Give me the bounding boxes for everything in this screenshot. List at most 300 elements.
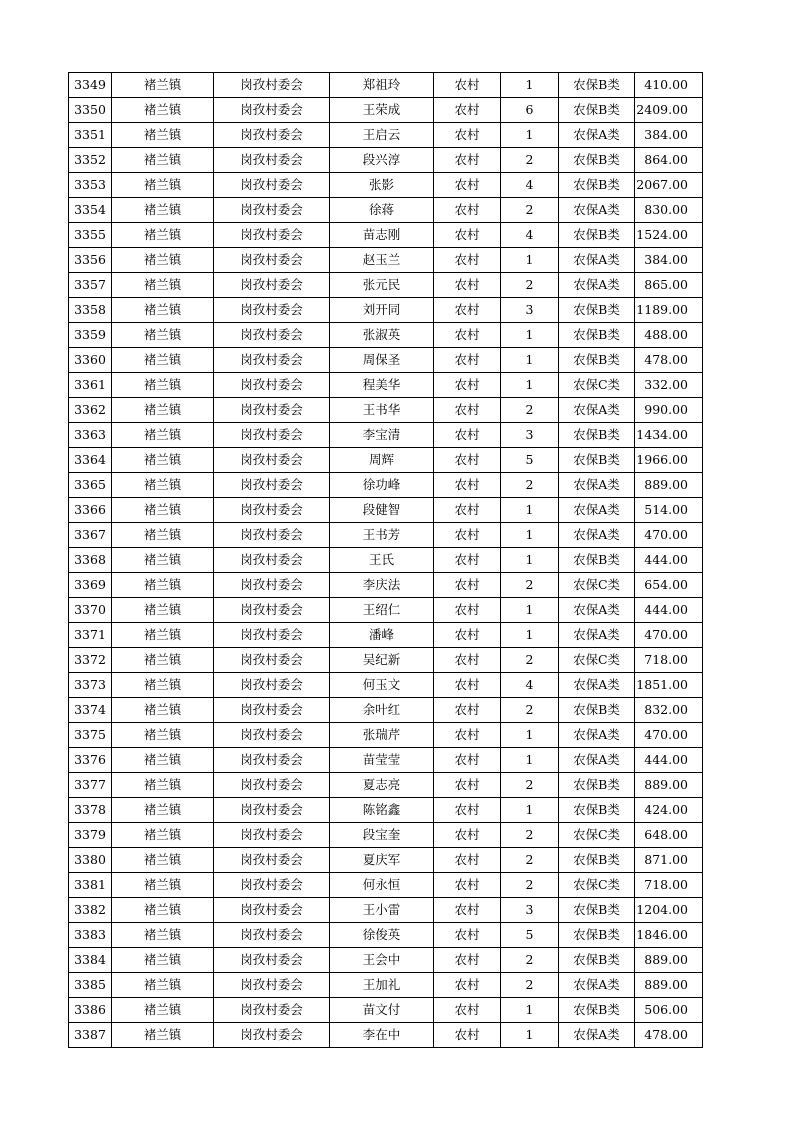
amount-cell: 384.00 — [635, 248, 703, 273]
amount-cell: 1846.00 — [635, 923, 703, 948]
name-cell: 夏庆军 — [330, 848, 434, 873]
insurance-category-cell: 农保A类 — [559, 473, 635, 498]
amount-cell: 654.00 — [635, 573, 703, 598]
table-row — [69, 348, 703, 373]
table-row — [69, 773, 703, 798]
village-committee-cell: 岗孜村委会 — [214, 498, 330, 523]
village-committee-cell: 岗孜村委会 — [214, 423, 330, 448]
amount-cell: 889.00 — [635, 773, 703, 798]
name-cell: 王启云 — [330, 123, 434, 148]
insurance-category-cell: 农保B类 — [559, 348, 635, 373]
name-cell: 吴纪新 — [330, 648, 434, 673]
name-cell: 余叶红 — [330, 698, 434, 723]
row-number: 3349 — [69, 73, 112, 98]
town-cell: 褚兰镇 — [112, 73, 214, 98]
member-count-cell: 2 — [501, 873, 559, 898]
household-type-cell: 农村 — [434, 973, 501, 998]
name-cell: 张瑞芹 — [330, 723, 434, 748]
name-cell: 段宝奎 — [330, 823, 434, 848]
table-row — [69, 498, 703, 523]
name-cell: 王书华 — [330, 398, 434, 423]
insurance-category-cell: 农保A类 — [559, 398, 635, 423]
household-type-cell: 农村 — [434, 848, 501, 873]
town-cell: 褚兰镇 — [112, 923, 214, 948]
household-type-cell: 农村 — [434, 598, 501, 623]
household-type-cell: 农村 — [434, 523, 501, 548]
amount-cell: 444.00 — [635, 548, 703, 573]
insurance-category-cell: 农保B类 — [559, 148, 635, 173]
member-count-cell: 2 — [501, 198, 559, 223]
village-committee-cell: 岗孜村委会 — [214, 473, 330, 498]
town-cell: 褚兰镇 — [112, 223, 214, 248]
insurance-category-cell: 农保B类 — [559, 898, 635, 923]
subsidy-roster-table — [68, 72, 703, 1048]
name-cell: 段兴淳 — [330, 148, 434, 173]
village-committee-cell: 岗孜村委会 — [214, 348, 330, 373]
household-type-cell: 农村 — [434, 373, 501, 398]
household-type-cell: 农村 — [434, 823, 501, 848]
member-count-cell: 1 — [501, 798, 559, 823]
insurance-category-cell: 农保B类 — [559, 773, 635, 798]
town-cell: 褚兰镇 — [112, 398, 214, 423]
member-count-cell: 4 — [501, 223, 559, 248]
name-cell: 潘峰 — [330, 623, 434, 648]
town-cell: 褚兰镇 — [112, 548, 214, 573]
insurance-category-cell: 农保A类 — [559, 1023, 635, 1048]
town-cell: 褚兰镇 — [112, 198, 214, 223]
row-number: 3365 — [69, 473, 112, 498]
amount-cell: 514.00 — [635, 498, 703, 523]
insurance-category-cell: 农保A类 — [559, 623, 635, 648]
row-number: 3379 — [69, 823, 112, 848]
village-committee-cell: 岗孜村委会 — [214, 273, 330, 298]
insurance-category-cell: 农保A类 — [559, 273, 635, 298]
village-committee-cell: 岗孜村委会 — [214, 223, 330, 248]
row-number: 3381 — [69, 873, 112, 898]
row-number: 3367 — [69, 523, 112, 548]
village-committee-cell: 岗孜村委会 — [214, 523, 330, 548]
member-count-cell: 5 — [501, 448, 559, 473]
table-row — [69, 1023, 703, 1048]
insurance-category-cell: 农保A类 — [559, 723, 635, 748]
member-count-cell: 2 — [501, 698, 559, 723]
household-type-cell: 农村 — [434, 448, 501, 473]
table-row — [69, 223, 703, 248]
table-row — [69, 848, 703, 873]
table-row — [69, 298, 703, 323]
member-count-cell: 1 — [501, 998, 559, 1023]
town-cell: 褚兰镇 — [112, 873, 214, 898]
household-type-cell: 农村 — [434, 73, 501, 98]
town-cell: 褚兰镇 — [112, 773, 214, 798]
town-cell: 褚兰镇 — [112, 148, 214, 173]
name-cell: 程美华 — [330, 373, 434, 398]
row-number: 3351 — [69, 123, 112, 148]
town-cell: 褚兰镇 — [112, 98, 214, 123]
household-type-cell: 农村 — [434, 223, 501, 248]
row-number: 3374 — [69, 698, 112, 723]
row-number: 3383 — [69, 923, 112, 948]
row-number: 3384 — [69, 948, 112, 973]
insurance-category-cell: 农保A类 — [559, 598, 635, 623]
member-count-cell: 1 — [501, 748, 559, 773]
member-count-cell: 2 — [501, 473, 559, 498]
member-count-cell: 3 — [501, 898, 559, 923]
amount-cell: 478.00 — [635, 1023, 703, 1048]
row-number: 3375 — [69, 723, 112, 748]
name-cell: 何永恒 — [330, 873, 434, 898]
roster-body — [69, 73, 703, 1048]
row-number: 3372 — [69, 648, 112, 673]
amount-cell: 332.00 — [635, 373, 703, 398]
row-number: 3387 — [69, 1023, 112, 1048]
household-type-cell: 农村 — [434, 348, 501, 373]
row-number: 3360 — [69, 348, 112, 373]
village-committee-cell: 岗孜村委会 — [214, 98, 330, 123]
amount-cell: 1204.00 — [635, 898, 703, 923]
village-committee-cell: 岗孜村委会 — [214, 623, 330, 648]
name-cell: 李在中 — [330, 1023, 434, 1048]
amount-cell: 478.00 — [635, 348, 703, 373]
village-committee-cell: 岗孜村委会 — [214, 898, 330, 923]
town-cell: 褚兰镇 — [112, 748, 214, 773]
table-row — [69, 198, 703, 223]
row-number: 3358 — [69, 298, 112, 323]
member-count-cell: 1 — [501, 348, 559, 373]
town-cell: 褚兰镇 — [112, 448, 214, 473]
amount-cell: 1434.00 — [635, 423, 703, 448]
row-number: 3356 — [69, 248, 112, 273]
town-cell: 褚兰镇 — [112, 798, 214, 823]
name-cell: 周辉 — [330, 448, 434, 473]
insurance-category-cell: 农保A类 — [559, 248, 635, 273]
table-row — [69, 398, 703, 423]
amount-cell: 410.00 — [635, 73, 703, 98]
table-row — [69, 73, 703, 98]
table-row — [69, 573, 703, 598]
town-cell: 褚兰镇 — [112, 523, 214, 548]
household-type-cell: 农村 — [434, 248, 501, 273]
name-cell: 周保圣 — [330, 348, 434, 373]
table-row — [69, 98, 703, 123]
village-committee-cell: 岗孜村委会 — [214, 198, 330, 223]
name-cell: 王小雷 — [330, 898, 434, 923]
household-type-cell: 农村 — [434, 423, 501, 448]
name-cell: 徐功峰 — [330, 473, 434, 498]
household-type-cell: 农村 — [434, 723, 501, 748]
member-count-cell: 2 — [501, 648, 559, 673]
town-cell: 褚兰镇 — [112, 273, 214, 298]
table-row — [69, 323, 703, 348]
member-count-cell: 1 — [501, 598, 559, 623]
table-row — [69, 998, 703, 1023]
amount-cell: 718.00 — [635, 648, 703, 673]
row-number: 3376 — [69, 748, 112, 773]
table-row — [69, 523, 703, 548]
member-count-cell: 2 — [501, 823, 559, 848]
town-cell: 褚兰镇 — [112, 173, 214, 198]
insurance-category-cell: 农保B类 — [559, 173, 635, 198]
member-count-cell: 3 — [501, 298, 559, 323]
row-number: 3385 — [69, 973, 112, 998]
village-committee-cell: 岗孜村委会 — [214, 148, 330, 173]
village-committee-cell: 岗孜村委会 — [214, 298, 330, 323]
name-cell: 郑祖玲 — [330, 73, 434, 98]
amount-cell: 1851.00 — [635, 673, 703, 698]
member-count-cell: 2 — [501, 948, 559, 973]
name-cell: 李宝清 — [330, 423, 434, 448]
village-committee-cell: 岗孜村委会 — [214, 748, 330, 773]
table-row — [69, 748, 703, 773]
insurance-category-cell: 农保B类 — [559, 998, 635, 1023]
town-cell: 褚兰镇 — [112, 498, 214, 523]
table-row — [69, 873, 703, 898]
amount-cell: 444.00 — [635, 598, 703, 623]
member-count-cell: 2 — [501, 773, 559, 798]
table-row — [69, 948, 703, 973]
household-type-cell: 农村 — [434, 98, 501, 123]
name-cell: 苗莹莹 — [330, 748, 434, 773]
table-row — [69, 723, 703, 748]
town-cell: 褚兰镇 — [112, 473, 214, 498]
household-type-cell: 农村 — [434, 648, 501, 673]
village-committee-cell: 岗孜村委会 — [214, 998, 330, 1023]
household-type-cell: 农村 — [434, 323, 501, 348]
row-number: 3353 — [69, 173, 112, 198]
town-cell: 褚兰镇 — [112, 698, 214, 723]
name-cell: 王绍仁 — [330, 598, 434, 623]
household-type-cell: 农村 — [434, 873, 501, 898]
village-committee-cell: 岗孜村委会 — [214, 248, 330, 273]
member-count-cell: 1 — [501, 1023, 559, 1048]
row-number: 3354 — [69, 198, 112, 223]
village-committee-cell: 岗孜村委会 — [214, 173, 330, 198]
insurance-category-cell: 农保B类 — [559, 548, 635, 573]
row-number: 3361 — [69, 373, 112, 398]
village-committee-cell: 岗孜村委会 — [214, 548, 330, 573]
row-number: 3364 — [69, 448, 112, 473]
town-cell: 褚兰镇 — [112, 723, 214, 748]
member-count-cell: 4 — [501, 173, 559, 198]
insurance-category-cell: 农保A类 — [559, 198, 635, 223]
village-committee-cell: 岗孜村委会 — [214, 698, 330, 723]
village-committee-cell: 岗孜村委会 — [214, 373, 330, 398]
town-cell: 褚兰镇 — [112, 598, 214, 623]
village-committee-cell: 岗孜村委会 — [214, 973, 330, 998]
household-type-cell: 农村 — [434, 948, 501, 973]
table-row — [69, 273, 703, 298]
amount-cell: 1189.00 — [635, 298, 703, 323]
table-row — [69, 548, 703, 573]
household-type-cell: 农村 — [434, 923, 501, 948]
insurance-category-cell: 农保B类 — [559, 798, 635, 823]
member-count-cell: 2 — [501, 848, 559, 873]
name-cell: 夏志亮 — [330, 773, 434, 798]
table-row — [69, 648, 703, 673]
amount-cell: 889.00 — [635, 973, 703, 998]
row-number: 3382 — [69, 898, 112, 923]
insurance-category-cell: 农保B类 — [559, 423, 635, 448]
town-cell: 褚兰镇 — [112, 648, 214, 673]
insurance-category-cell: 农保A类 — [559, 123, 635, 148]
village-committee-cell: 岗孜村委会 — [214, 673, 330, 698]
name-cell: 何玉文 — [330, 673, 434, 698]
member-count-cell: 4 — [501, 673, 559, 698]
row-number: 3363 — [69, 423, 112, 448]
household-type-cell: 农村 — [434, 473, 501, 498]
table-row — [69, 823, 703, 848]
village-committee-cell: 岗孜村委会 — [214, 598, 330, 623]
row-number: 3377 — [69, 773, 112, 798]
row-number: 3366 — [69, 498, 112, 523]
household-type-cell: 农村 — [434, 698, 501, 723]
name-cell: 张元民 — [330, 273, 434, 298]
row-number: 3359 — [69, 323, 112, 348]
table-row — [69, 448, 703, 473]
village-committee-cell: 岗孜村委会 — [214, 823, 330, 848]
amount-cell: 444.00 — [635, 748, 703, 773]
amount-cell: 506.00 — [635, 998, 703, 1023]
table-row — [69, 373, 703, 398]
village-committee-cell: 岗孜村委会 — [214, 873, 330, 898]
amount-cell: 1966.00 — [635, 448, 703, 473]
member-count-cell: 1 — [501, 373, 559, 398]
village-committee-cell: 岗孜村委会 — [214, 923, 330, 948]
amount-cell: 1524.00 — [635, 223, 703, 248]
name-cell: 王加礼 — [330, 973, 434, 998]
household-type-cell: 农村 — [434, 548, 501, 573]
name-cell: 王氏 — [330, 548, 434, 573]
town-cell: 褚兰镇 — [112, 573, 214, 598]
town-cell: 褚兰镇 — [112, 373, 214, 398]
village-committee-cell: 岗孜村委会 — [214, 73, 330, 98]
insurance-category-cell: 农保B类 — [559, 98, 635, 123]
name-cell: 苗文付 — [330, 998, 434, 1023]
member-count-cell: 2 — [501, 573, 559, 598]
member-count-cell: 1 — [501, 248, 559, 273]
insurance-category-cell: 农保B类 — [559, 323, 635, 348]
row-number: 3380 — [69, 848, 112, 873]
household-type-cell: 农村 — [434, 898, 501, 923]
household-type-cell: 农村 — [434, 623, 501, 648]
household-type-cell: 农村 — [434, 748, 501, 773]
member-count-cell: 1 — [501, 73, 559, 98]
household-type-cell: 农村 — [434, 673, 501, 698]
household-type-cell: 农村 — [434, 573, 501, 598]
household-type-cell: 农村 — [434, 773, 501, 798]
member-count-cell: 2 — [501, 273, 559, 298]
household-type-cell: 农村 — [434, 148, 501, 173]
amount-cell: 889.00 — [635, 473, 703, 498]
town-cell: 褚兰镇 — [112, 423, 214, 448]
town-cell: 褚兰镇 — [112, 973, 214, 998]
insurance-category-cell: 农保A类 — [559, 523, 635, 548]
town-cell: 褚兰镇 — [112, 1023, 214, 1048]
amount-cell: 470.00 — [635, 523, 703, 548]
amount-cell: 424.00 — [635, 798, 703, 823]
amount-cell: 830.00 — [635, 198, 703, 223]
table-row — [69, 698, 703, 723]
member-count-cell: 1 — [501, 723, 559, 748]
amount-cell: 384.00 — [635, 123, 703, 148]
member-count-cell: 1 — [501, 123, 559, 148]
household-type-cell: 农村 — [434, 998, 501, 1023]
name-cell: 陈铭鑫 — [330, 798, 434, 823]
table-row — [69, 923, 703, 948]
document-page — [68, 72, 702, 1048]
village-committee-cell: 岗孜村委会 — [214, 1023, 330, 1048]
table-row — [69, 123, 703, 148]
amount-cell: 2409.00 — [635, 98, 703, 123]
row-number: 3362 — [69, 398, 112, 423]
row-number: 3355 — [69, 223, 112, 248]
name-cell: 王会中 — [330, 948, 434, 973]
member-count-cell: 2 — [501, 398, 559, 423]
member-count-cell: 2 — [501, 973, 559, 998]
insurance-category-cell: 农保B类 — [559, 73, 635, 98]
town-cell: 褚兰镇 — [112, 898, 214, 923]
member-count-cell: 1 — [501, 498, 559, 523]
table-row — [69, 598, 703, 623]
insurance-category-cell: 农保B类 — [559, 948, 635, 973]
name-cell: 王书芳 — [330, 523, 434, 548]
town-cell: 褚兰镇 — [112, 998, 214, 1023]
amount-cell: 865.00 — [635, 273, 703, 298]
table-row — [69, 673, 703, 698]
town-cell: 褚兰镇 — [112, 948, 214, 973]
village-committee-cell: 岗孜村委会 — [214, 573, 330, 598]
amount-cell: 832.00 — [635, 698, 703, 723]
table-row — [69, 173, 703, 198]
town-cell: 褚兰镇 — [112, 848, 214, 873]
insurance-category-cell: 农保B类 — [559, 698, 635, 723]
name-cell: 刘开同 — [330, 298, 434, 323]
town-cell: 褚兰镇 — [112, 123, 214, 148]
member-count-cell: 1 — [501, 623, 559, 648]
row-number: 3352 — [69, 148, 112, 173]
town-cell: 褚兰镇 — [112, 248, 214, 273]
town-cell: 褚兰镇 — [112, 673, 214, 698]
amount-cell: 470.00 — [635, 623, 703, 648]
amount-cell: 2067.00 — [635, 173, 703, 198]
village-committee-cell: 岗孜村委会 — [214, 723, 330, 748]
member-count-cell: 1 — [501, 323, 559, 348]
name-cell: 李庆法 — [330, 573, 434, 598]
household-type-cell: 农村 — [434, 198, 501, 223]
amount-cell: 648.00 — [635, 823, 703, 848]
insurance-category-cell: 农保A类 — [559, 673, 635, 698]
member-count-cell: 5 — [501, 923, 559, 948]
table-row — [69, 623, 703, 648]
name-cell: 段健智 — [330, 498, 434, 523]
town-cell: 褚兰镇 — [112, 348, 214, 373]
amount-cell: 470.00 — [635, 723, 703, 748]
row-number: 3357 — [69, 273, 112, 298]
member-count-cell: 2 — [501, 148, 559, 173]
name-cell: 王荣成 — [330, 98, 434, 123]
table-row — [69, 473, 703, 498]
amount-cell: 488.00 — [635, 323, 703, 348]
household-type-cell: 农村 — [434, 123, 501, 148]
insurance-category-cell: 农保B类 — [559, 848, 635, 873]
row-number: 3371 — [69, 623, 112, 648]
insurance-category-cell: 农保A类 — [559, 748, 635, 773]
village-committee-cell: 岗孜村委会 — [214, 448, 330, 473]
table-row — [69, 973, 703, 998]
town-cell: 褚兰镇 — [112, 823, 214, 848]
insurance-category-cell: 农保B类 — [559, 923, 635, 948]
household-type-cell: 农村 — [434, 173, 501, 198]
